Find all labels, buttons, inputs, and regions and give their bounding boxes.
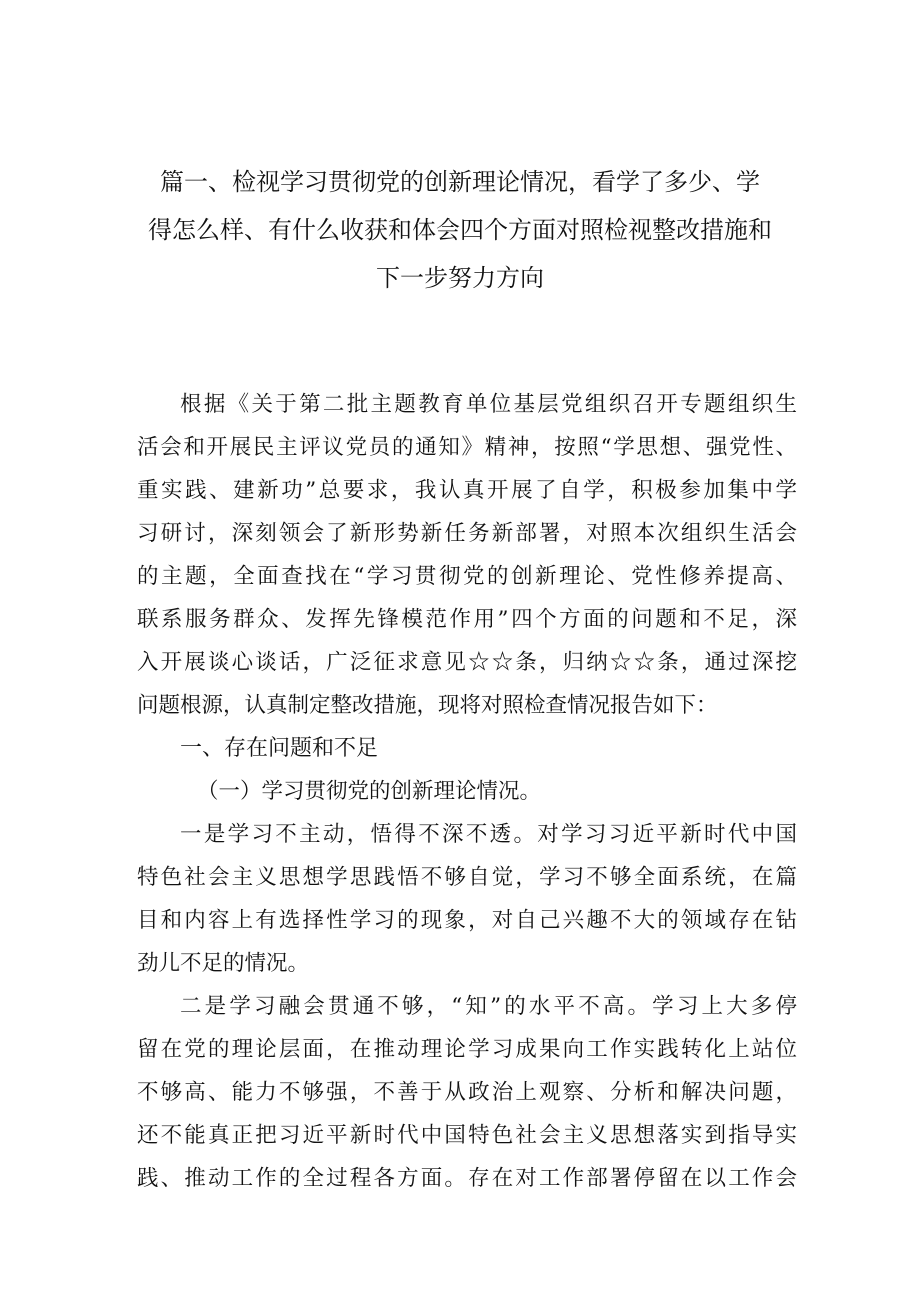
text-line: 目和内容上有选择性学习的现象，对自己兴趣不大的领域存在钻 — [137, 908, 797, 933]
text-line: 践、推动工作的全过程各方面。存在对工作部署停留在以工作会 — [137, 1166, 797, 1191]
text-line: 不够高、能力不够强，不善于从政治上观察、分析和解决问题， — [137, 1080, 797, 1105]
document-body — [137, 383, 797, 1200]
intro-paragraph — [137, 383, 797, 727]
title-line: 得怎么样、有什么收获和体会四个方面对照检视整改措施和 — [148, 216, 772, 244]
section-heading: 一、存在问题和不足 — [180, 736, 379, 761]
text-line: 一是学习不主动，悟得不深不透。对学习习近平新时代中国 — [180, 822, 797, 847]
text-line: 问题根源，认真制定整改措施，现将对照检查情况报告如下： — [137, 693, 718, 718]
text-line: 入开展谈心谈话，广泛征求意见☆☆条，归纳☆☆条，通过深挖 — [137, 650, 797, 675]
document-title — [130, 158, 790, 302]
paragraph-one — [137, 813, 797, 985]
text-line: 劲儿不足的情况。 — [137, 951, 310, 976]
text-line: 留在党的理论层面，在推动理论学习成果向工作实践转化上站位 — [137, 1037, 797, 1062]
text-line: 活会和开展民主评议党员的通知》精神，按照“学思想、强党性、 — [137, 435, 797, 460]
text-line: 联系服务群众、发挥先锋模范作用”四个方面的问题和不足，深 — [137, 607, 797, 632]
text-line: 重实践、建新功”总要求，我认真开展了自学，积极参加集中学 — [137, 478, 797, 503]
text-line: 特色社会主义思想学思践悟不够自觉，学习不够全面系统，在篇 — [137, 865, 797, 890]
subsection-heading: （一）学习贯彻党的创新理论情况。 — [197, 779, 542, 804]
text-line: 二是学习融会贯通不够，“知”的水平不高。学习上大多停 — [180, 994, 797, 1019]
title-line: 篇一、检视学习贯彻党的创新理论情况，看学了多少、学 — [160, 168, 760, 196]
paragraph-two — [137, 985, 797, 1200]
text-line: 的主题，全面查找在“学习贯彻党的创新理论、党性修养提高、 — [137, 564, 797, 589]
title-line: 下一步努力方向 — [376, 264, 544, 292]
text-line: 根据《关于第二批主题教育单位基层党组织召开专题组织生 — [180, 392, 797, 417]
text-line: 还不能真正把习近平新时代中国特色社会主义思想落实到指导实 — [137, 1123, 797, 1148]
text-line: 习研讨，深刻领会了新形势新任务新部署，对照本次组织生活会 — [137, 521, 797, 546]
